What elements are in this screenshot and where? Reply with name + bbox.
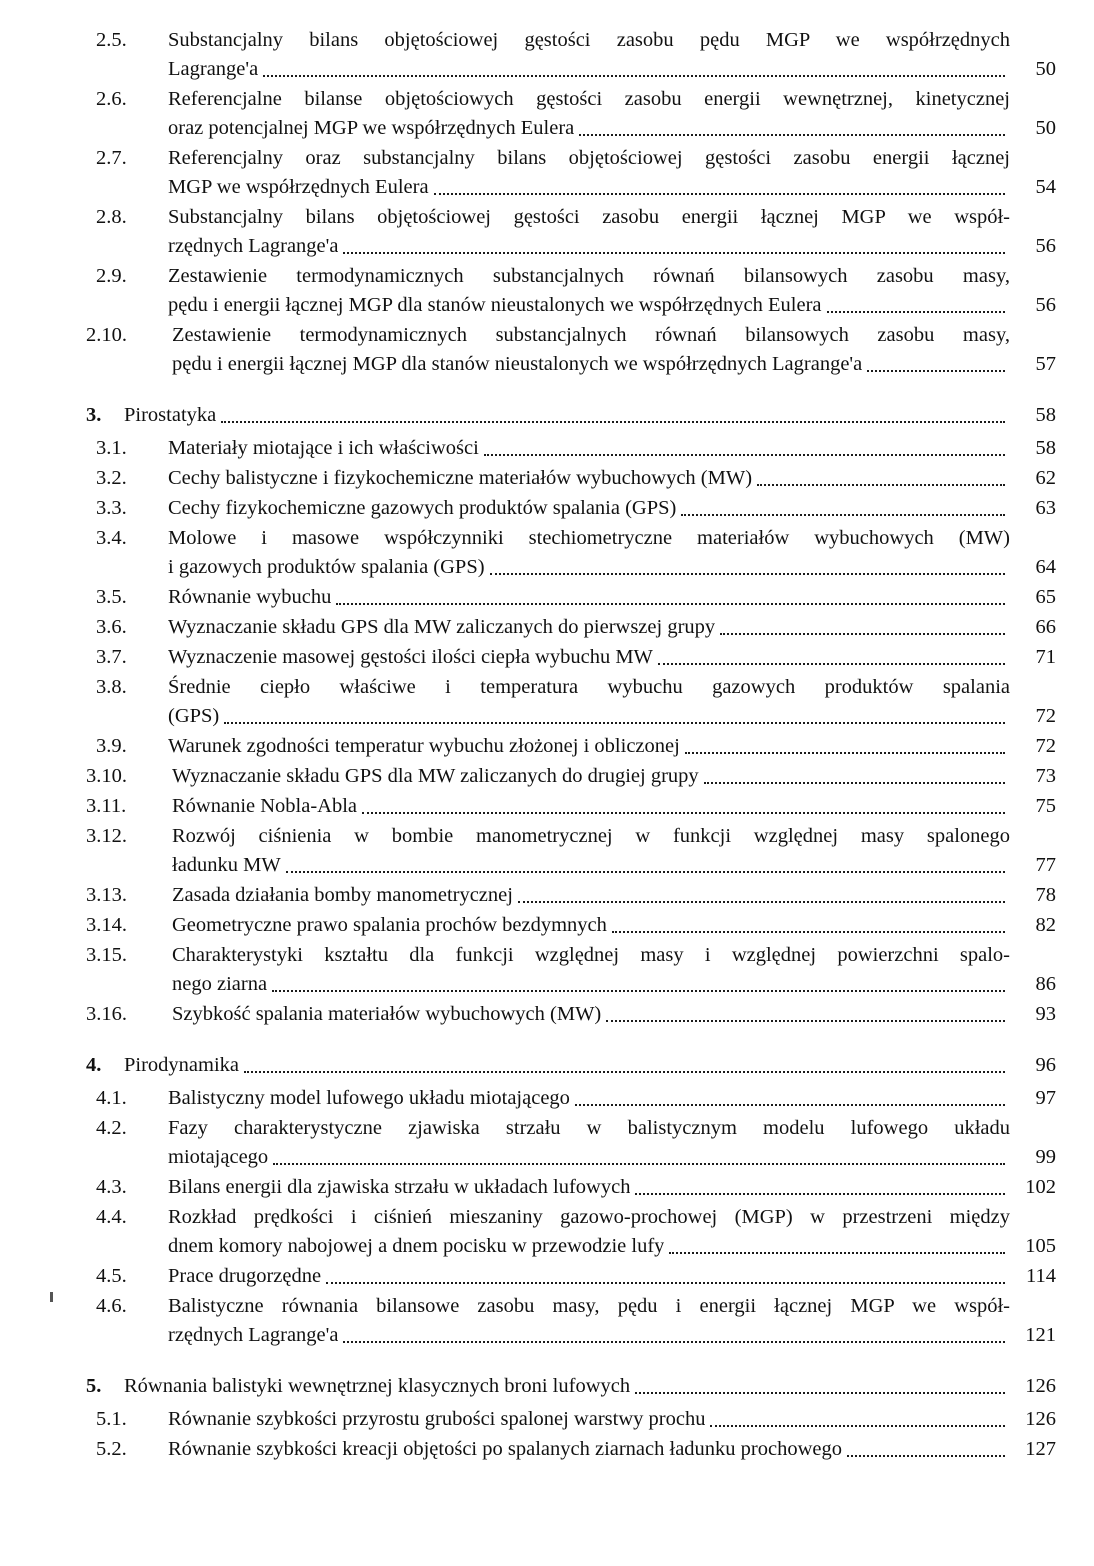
dot-leader [658,649,1005,665]
table-of-contents [86,26,1056,1465]
toc-entry-title-line: Rozwój ciśnienia w bombie manometrycznej w funkcji względnej masy spalonego [172,825,1010,847]
toc-entry-number: 4.5. [96,1265,127,1287]
toc-entry-number: 3.16. [86,1003,127,1025]
toc-entry-last-line [124,1051,1010,1080]
dot-leader [827,297,1005,313]
toc-entry-last-line [168,434,1010,463]
toc-entry-page-number: 50 [1035,117,1056,139]
toc-entry-title-block [168,613,1010,642]
dot-leader [606,1006,1005,1022]
toc-entry-title-line: Średnie ciepło właściwe i temperatura wybuchu gazowych produktów spalania [168,676,1010,698]
toc-entry-title-line: Prace drugorzędne [168,1265,322,1287]
toc-entry-number: 5.2. [96,1438,127,1460]
toc-entry[interactable] [86,643,1056,672]
toc-entry-title-block [168,1435,1010,1464]
toc-entry-number: 2.7. [96,147,127,169]
toc-entry-title-block [124,1051,1010,1080]
toc-entry-page-number: 58 [1035,404,1056,426]
toc-entry[interactable] [86,524,1056,582]
toc-entry-title-block [168,494,1010,523]
toc-entry-last-line [168,232,1010,261]
toc-entry-number: 4.1. [96,1087,127,1109]
toc-entry[interactable] [86,1084,1056,1113]
toc-entry-title-block [168,144,1010,202]
toc-entry-last-line [172,762,1010,791]
toc-entry-title-line: Zasada działania bomby manometrycznej [172,884,513,906]
toc-entry-number: 3.7. [96,646,127,668]
toc-entry-page-number: 77 [1035,854,1056,876]
toc-entry-number: 5. [86,1375,102,1397]
toc-entry-title-line: Materiały miotające i ich właściwości [168,437,479,459]
toc-entry-title-line: Cechy fizykochemiczne gazowych produktów spalania (GPS) [168,497,677,519]
toc-entry-last-line [168,553,1010,582]
toc-entry-page-number: 71 [1035,646,1056,668]
toc-entry[interactable] [86,1372,1056,1401]
toc-entry-title-block [168,1084,1010,1113]
toc-entry-number: 2.9. [96,265,127,287]
dot-leader [704,768,1005,784]
toc-entry-title-block [172,321,1010,379]
toc-entry-title-line: Warunek zgodności temperatur wybuchu złożonej i obliczonej [168,735,680,757]
toc-entry-number: 3.3. [96,497,127,519]
dot-leader [336,589,1005,605]
toc-entry-title-block [172,881,1010,910]
toc-entry-page-number: 114 [1026,1265,1056,1287]
toc-entry-page-number: 57 [1035,353,1056,375]
toc-entry-title-line: Substancjalny bilans objętościowej gęstości zasobu energii łącznej MGP we współ- [168,206,1010,228]
toc-entry-title-block [172,762,1010,791]
toc-entry[interactable] [86,144,1056,202]
toc-entry[interactable] [86,881,1056,910]
toc-entry-last-line [168,1405,1010,1434]
dot-leader [685,738,1005,754]
toc-entry[interactable] [86,434,1056,463]
toc-entry-title-block [168,85,1010,143]
toc-entry-number: 3. [86,404,102,426]
toc-entry-page-number: 82 [1035,914,1056,936]
toc-entry-title-block [168,1203,1010,1261]
dot-leader [362,798,1005,814]
dot-leader [847,1441,1005,1457]
toc-entry-title-line: Równanie szybkości przyrostu grubości spalonej warstwy prochu [168,1408,706,1430]
toc-entry[interactable] [86,1435,1056,1464]
toc-entry[interactable] [86,464,1056,493]
toc-entry-title-line: Charakterystyki kształtu dla funkcji względnej masy i względnej powierzchni spalo- [172,944,1010,966]
toc-entry-last-line [172,1000,1010,1029]
toc-entry-page-number: 99 [1035,1146,1056,1168]
toc-entry-number: 2.10. [86,324,127,346]
toc-entry-last-line [172,792,1010,821]
toc-entry-title-block [172,822,1010,880]
dot-leader [326,1268,1005,1284]
toc-entry-page-number: 56 [1035,235,1056,257]
toc-entry-title-line: Wyznaczenie masowej gęstości ilości ciepła wybuchu MW [168,646,653,668]
toc-entry-number: 3.11. [86,795,127,817]
dot-leader [343,1327,1005,1343]
toc-entry-title-line: pędu i energii łącznej MGP dla stanów nieustalonych we współrzędnych Eulera [168,294,822,316]
toc-entry-number: 4.4. [96,1206,127,1228]
toc-entry-page-number: 96 [1035,1054,1056,1076]
toc-entry-page-number: 58 [1035,437,1056,459]
toc-entry-title-block [172,911,1010,940]
dot-leader [612,917,1005,933]
toc-entry-title-line: Lagrange'a [168,58,259,80]
toc-entry-last-line [168,55,1010,84]
toc-entry[interactable] [86,262,1056,320]
toc-entry-title-block [168,1262,1010,1291]
toc-entry-title-line: Fazy charakterystyczne zjawiska strzału w balistycznym modelu lufowego układu [168,1117,1010,1139]
toc-entry-number: 3.12. [86,825,127,847]
toc-entry-title-line: miotającego [168,1146,269,1168]
toc-entry-number: 3.2. [96,467,127,489]
dot-leader [635,1179,1005,1195]
toc-entry-last-line [172,970,1010,999]
toc-entry-title-line: Zestawienie termodynamicznych substancjalnych równań bilansowych zasobu masy, [172,324,1010,346]
toc-entry-number: 4. [86,1054,102,1076]
toc-entry-last-line [168,1173,1010,1202]
toc-entry-title-block [168,1173,1010,1202]
dot-leader [343,238,1005,254]
toc-entry[interactable] [86,583,1056,612]
toc-entry-title-line: Geometryczne prawo spalania prochów bezdymnych [172,914,607,936]
dot-leader [575,1090,1005,1106]
toc-entry-last-line [172,851,1010,880]
toc-entry-title-line: MGP we współrzędnych Eulera [168,176,429,198]
toc-entry-page-number: 50 [1035,58,1056,80]
toc-entry-title-line: Substancjalny bilans objętościowej gęstości zasobu pędu MGP we współrzędnych [168,29,1010,51]
toc-entry-title-block [168,643,1010,672]
toc-entry-title-block [168,1405,1010,1434]
toc-entry-title-block [172,1000,1010,1029]
toc-entry-title-block [124,1372,1010,1401]
dot-leader [681,500,1005,516]
dot-leader [757,470,1005,486]
toc-entry-title-line: oraz potencjalnej MGP we współrzędnych Eulera [168,117,575,139]
toc-entry[interactable] [86,26,1056,84]
toc-entry-title-line: Pirostatyka [124,404,217,426]
toc-entry-number: 3.10. [86,765,127,787]
toc-entry-number: 4.6. [96,1295,127,1317]
toc-entry-number: 3.5. [96,586,127,608]
toc-entry-title-block [168,1292,1010,1350]
dot-leader [579,120,1005,136]
toc-entry-title-block [124,401,1010,430]
toc-entry[interactable] [86,822,1056,880]
toc-entry-page-number: 105 [1025,1235,1056,1257]
toc-entry-title-line: Cechy balistyczne i fizykochemiczne materiałów wybuchowych (MW) [168,467,753,489]
toc-entry-number: 3.13. [86,884,127,906]
toc-entry-title-line: Równanie szybkości kreacji objętości po spalanych ziarnach ładunku prochowego [168,1438,843,1460]
dot-leader [490,559,1005,575]
toc-entry-last-line [168,1084,1010,1113]
toc-entry-title-line: Balistyczny model lufowego układu miotającego [168,1087,570,1109]
toc-entry-last-line [168,114,1010,143]
dot-leader [710,1411,1005,1427]
toc-entry[interactable] [86,613,1056,642]
toc-entry-page-number: 97 [1035,1087,1056,1109]
toc-entry-title-line: (GPS) [168,705,220,727]
toc-entry-page-number: 72 [1035,705,1056,727]
toc-entry-number: 2.8. [96,206,127,228]
toc-entry[interactable] [86,1173,1056,1202]
dot-leader [286,857,1005,873]
toc-entry-last-line [172,881,1010,910]
toc-entry-page-number: 126 [1025,1375,1056,1397]
toc-entry[interactable] [86,321,1056,379]
toc-entry-number: 5.1. [96,1408,127,1430]
toc-entry-title-block [172,941,1010,999]
toc-entry-title-line: Wyznaczanie składu GPS dla MW zaliczanych do pierwszej grupy [168,616,716,638]
toc-entry-number: 3.14. [86,914,127,936]
toc-entry-last-line [168,1262,1010,1291]
toc-entry-title-line: Równania balistyki wewnętrznej klasycznych broni lufowych [124,1375,631,1397]
toc-entry[interactable] [86,85,1056,143]
toc-entry-last-line [168,732,1010,761]
toc-entry-title-line: Zestawienie termodynamicznych substancjalnych równań bilansowych zasobu masy, [168,265,1010,287]
toc-entry-number: 3.6. [96,616,127,638]
toc-entry-title-line: Pirodynamika [124,1054,240,1076]
toc-entry-number: 3.4. [96,527,127,549]
toc-entry-title-block [168,262,1010,320]
toc-entry-page-number: 62 [1035,467,1056,489]
toc-entry-last-line [168,1143,1010,1172]
toc-entry-title-block [168,464,1010,493]
toc-entry-title-line: Balistyczne równania bilansowe zasobu masy, pędu i energii łącznej MGP we współ- [168,1295,1010,1317]
margin-mark [50,1292,53,1302]
dot-leader [867,356,1005,372]
toc-entry-last-line [168,173,1010,202]
toc-entry-page-number: 102 [1025,1176,1056,1198]
toc-entry-page-number: 127 [1025,1438,1056,1460]
toc-entry[interactable] [86,203,1056,261]
toc-entry-last-line [168,1232,1010,1261]
toc-entry-title-line: Referencjalny oraz substancjalny bilans objętościowej gęstości zasobu energii łącznej [168,147,1010,169]
toc-entry-page-number: 63 [1035,497,1056,519]
toc-entry-last-line [168,643,1010,672]
toc-entry-page-number: 121 [1025,1324,1056,1346]
dot-leader [720,619,1005,635]
toc-entry-title-line: nego ziarna [172,973,268,995]
toc-entry-number: 3.1. [96,437,127,459]
toc-entry[interactable] [86,732,1056,761]
toc-entry-title-line: Referencjalne bilanse objętościowych gęstości zasobu energii wewnętrznej, kinetycznej [168,88,1010,110]
toc-entry-number: 4.2. [96,1117,127,1139]
toc-entry-title-block [168,203,1010,261]
toc-entry[interactable] [86,673,1056,731]
toc-entry-page-number: 66 [1035,616,1056,638]
dot-leader [263,61,1005,77]
dot-leader [244,1057,1005,1073]
dot-leader [273,1149,1005,1165]
toc-entry[interactable] [86,1292,1056,1350]
toc-entry[interactable] [86,792,1056,821]
toc-entry[interactable] [86,762,1056,791]
toc-entry-last-line [168,291,1010,320]
toc-entry[interactable] [86,1203,1056,1261]
toc-entry[interactable] [86,494,1056,523]
toc-entry-number: 3.15. [86,944,127,966]
toc-entry-title-line: i gazowych produktów spalania (GPS) [168,556,485,578]
toc-entry-last-line [168,613,1010,642]
toc-entry-title-block [168,524,1010,582]
toc-entry-number: 3.9. [96,735,127,757]
toc-entry-title-block [168,26,1010,84]
toc-entry[interactable] [86,911,1056,940]
toc-entry-last-line [172,350,1010,379]
toc-entry-title-line: dnem komory nabojowej a dnem pocisku w przewodzie lufy [168,1235,665,1257]
toc-entry-page-number: 75 [1035,795,1056,817]
toc-entry[interactable] [86,1000,1056,1029]
toc-entry-page-number: 73 [1035,765,1056,787]
toc-entry-last-line [124,401,1010,430]
toc-entry-page-number: 72 [1035,735,1056,757]
toc-entry-title-line: Równanie Nobla-Abla [172,795,358,817]
toc-entry-title-line: Bilans energii dla zjawiska strzału w układach lufowych [168,1176,631,1198]
toc-entry-title-line: Molowe i masowe współczynniki stechiometryczne materiałów wybuchowych (MW) [168,527,1010,549]
dot-leader [272,976,1005,992]
toc-entry-title-block [168,673,1010,731]
dot-leader [434,179,1005,195]
toc-entry-page-number: 78 [1035,884,1056,906]
toc-entry-number: 3.8. [96,676,127,698]
toc-entry[interactable] [86,1405,1056,1434]
toc-entry-title-block [168,1114,1010,1172]
dot-leader [518,887,1005,903]
toc-entry-title-line: rzędnych Lagrange'a [168,1324,339,1346]
toc-entry-title-line: pędu i energii łącznej MGP dla stanów nieustalonych we współrzędnych Lagrange'a [172,353,863,375]
toc-entry-last-line [168,702,1010,731]
toc-entry-page-number: 56 [1035,294,1056,316]
toc-entry-title-line: Wyznaczanie składu GPS dla MW zaliczanych do drugiej grupy [172,765,699,787]
toc-entry[interactable] [86,1114,1056,1172]
toc-entry-last-line [168,494,1010,523]
toc-entry-last-line [168,1435,1010,1464]
toc-entry-page-number: 93 [1035,1003,1056,1025]
toc-entry[interactable] [86,1262,1056,1291]
toc-entry-page-number: 54 [1035,176,1056,198]
toc-entry-last-line [168,583,1010,612]
toc-entry-title-line: Rozkład prędkości i ciśnień mieszaniny gazowo-prochowej (MGP) w przestrzeni między [168,1206,1010,1228]
toc-entry-title-block [172,792,1010,821]
toc-entry-number: 2.5. [96,29,127,51]
toc-entry-number: 4.3. [96,1176,127,1198]
toc-entry-title-block [168,434,1010,463]
toc-entry-page-number: 126 [1025,1408,1056,1430]
toc-entry[interactable] [86,941,1056,999]
dot-leader [635,1378,1005,1394]
toc-entry-title-line: rzędnych Lagrange'a [168,235,339,257]
toc-entry[interactable] [86,1051,1056,1080]
toc-entry-last-line [172,911,1010,940]
toc-entry-last-line [168,464,1010,493]
dot-leader [221,407,1005,423]
toc-entry-title-line: Równanie wybuchu [168,586,332,608]
toc-entry-number: 2.6. [96,88,127,110]
dot-leader [484,440,1005,456]
toc-entry-page-number: 65 [1035,586,1056,608]
dot-leader [224,708,1005,724]
toc-entry-page-number: 86 [1035,973,1056,995]
dot-leader [669,1238,1005,1254]
toc-entry-title-block [168,732,1010,761]
toc-entry-title-line: Szybkość spalania materiałów wybuchowych (MW) [172,1003,602,1025]
toc-entry-page-number: 64 [1035,556,1056,578]
toc-entry[interactable] [86,401,1056,430]
toc-entry-title-line: ładunku MW [172,854,281,876]
toc-entry-title-block [168,583,1010,612]
toc-entry-last-line [168,1321,1010,1350]
toc-entry-last-line [124,1372,1010,1401]
